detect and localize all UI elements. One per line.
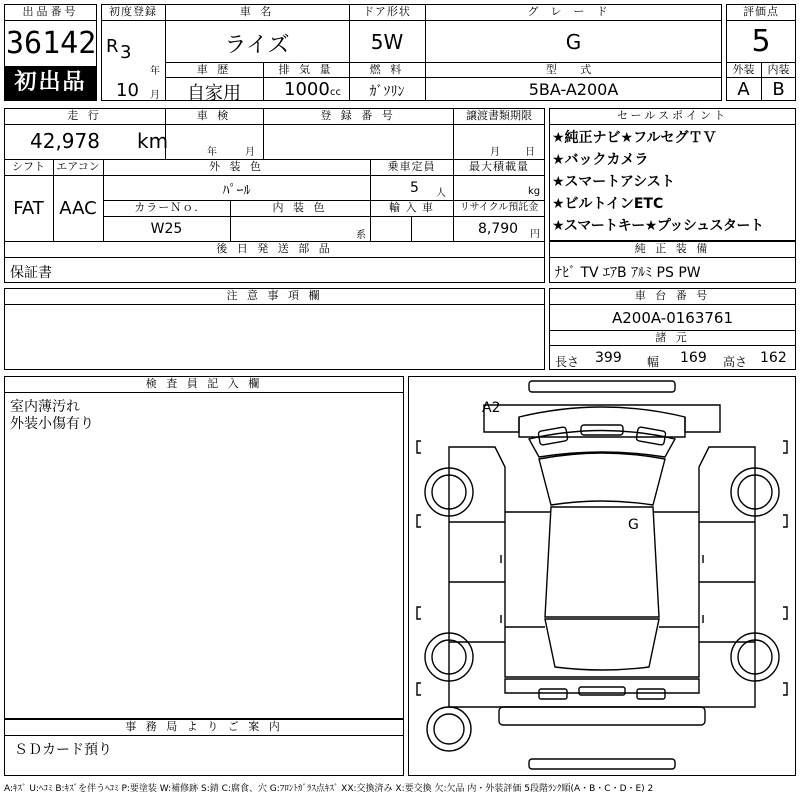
later-parts-label: 後 日 発 送 部 品 bbox=[216, 242, 333, 255]
width: 169 bbox=[680, 350, 707, 366]
lot-number-label: 出品番号 bbox=[22, 5, 79, 18]
fuel-label: 燃 料 bbox=[369, 63, 405, 76]
exterior-color: ﾊﾟｰﾙ bbox=[222, 183, 251, 199]
plate-number-label: 登 録 番 号 bbox=[320, 109, 396, 122]
capacity: 5 bbox=[410, 180, 419, 196]
recycle-deposit: 8,790 bbox=[478, 221, 519, 237]
mileage-label: 走 行 bbox=[67, 109, 102, 122]
length: 399 bbox=[595, 350, 622, 366]
first-listing-badge: 初出品 bbox=[5, 66, 96, 100]
grade-label: グレード bbox=[527, 5, 620, 18]
recycle-deposit-label: リサイクル預託金 bbox=[459, 202, 539, 213]
exterior-color-label: 外 装 色 bbox=[209, 160, 264, 173]
specs-label: 諸 元 bbox=[655, 331, 690, 344]
grade: G bbox=[565, 30, 582, 54]
import-car-label: 輸 入 車 bbox=[389, 201, 434, 214]
registration-year: 3 bbox=[120, 42, 132, 63]
damage-mark-a2: A2 bbox=[482, 400, 501, 416]
sales-point: ★スマートアシスト bbox=[552, 174, 675, 190]
inspection-label: 車 検 bbox=[196, 109, 232, 122]
sales-points-label: セールスポイント bbox=[616, 109, 728, 122]
max-load-unit: kg bbox=[528, 186, 541, 197]
height-label: 高さ bbox=[723, 355, 748, 369]
color-number-label: カラーＮｏ. bbox=[134, 201, 199, 214]
exterior-grade: A bbox=[737, 79, 750, 100]
aircon-label: エアコン bbox=[56, 160, 100, 173]
recycle-unit: 円 bbox=[530, 229, 540, 240]
sales-point: ★純正ナビ★フルセグＴＶ bbox=[552, 130, 717, 146]
legend: A:ｷｽﾞ U:ﾍｺﾐ B:ｷｽﾞを伴うﾍｺﾐ P:要塗装 W:補修跡 S:錆 C:腐食、穴 G:ﾌﾛﾝﾄｶﾞﾗｽ点ｷｽﾞ XX:交換済み X:要交換 欠:欠品 内・外装評価 5段階ﾗﾝｸ順(A・B・C・D・E) 2 bbox=[4, 784, 654, 794]
capacity-label: 乗車定員 bbox=[387, 160, 436, 173]
equipment-label: 純 正 装 備 bbox=[634, 242, 711, 255]
car-name-label: 車 名 bbox=[239, 5, 275, 18]
shift: FAT bbox=[13, 198, 44, 219]
car-history: 自家用 bbox=[187, 83, 241, 104]
equipment: ﾅﾋﾞ TV ｴｱB ｱﾙﾐ PS PW bbox=[555, 265, 701, 281]
score: 5 bbox=[751, 24, 771, 59]
transfer-month-unit: 月 bbox=[490, 147, 500, 158]
inspection-year-unit: 年 bbox=[207, 147, 217, 158]
notes-label: 注 意 事 項 欄 bbox=[226, 289, 323, 302]
mileage: 42,978 bbox=[30, 129, 100, 153]
aircon: AAC bbox=[59, 198, 97, 219]
chassis-number-label: 車 台 番 号 bbox=[634, 289, 711, 302]
office-label: 事 務 局 よ り ご 案 内 bbox=[125, 720, 283, 733]
displacement-label: 排 気 量 bbox=[278, 63, 334, 76]
chassis-number: A200A-0163761 bbox=[611, 309, 734, 327]
interior-label: 内装 bbox=[767, 63, 790, 76]
mileage-unit: km bbox=[137, 129, 169, 153]
transfer-deadline-label: 譲渡書類期限 bbox=[466, 109, 532, 122]
roof bbox=[545, 507, 659, 617]
sales-points-list bbox=[552, 127, 796, 237]
model-code: 5BA-A200A bbox=[528, 80, 619, 99]
registration-month: 10 bbox=[116, 80, 139, 101]
model-code-label: 型 式 bbox=[545, 63, 602, 76]
office-message: ＳＤカード預り bbox=[14, 742, 112, 758]
color-number: W25 bbox=[150, 221, 183, 237]
inspection-month-unit: 月 bbox=[245, 147, 255, 158]
displacement: 1000 bbox=[284, 79, 330, 100]
shift-label: シフト bbox=[12, 160, 45, 173]
max-load-label: 最大積載量 bbox=[469, 160, 529, 173]
capacity-unit: 人 bbox=[436, 188, 446, 199]
transfer-day-unit: 日 bbox=[525, 147, 535, 158]
windshield bbox=[539, 453, 665, 505]
sales-point: ★スマートキー★プッシュスタート bbox=[552, 218, 764, 234]
inspector-note: 外装小傷有り bbox=[10, 416, 94, 432]
fuel: ｶﾞｿﾘﾝ bbox=[369, 84, 405, 100]
width-label: 幅 bbox=[647, 355, 660, 369]
score-label: 評価点 bbox=[743, 5, 779, 18]
inspector-label: 検 査 員 記 入 欄 bbox=[145, 377, 263, 390]
registration-month-unit: 月 bbox=[150, 90, 160, 101]
exterior-label: 外装 bbox=[732, 63, 755, 76]
car-name: ライズ bbox=[224, 33, 290, 58]
interior-color-unit: 系 bbox=[356, 230, 366, 241]
registration-era: R bbox=[106, 36, 119, 57]
door-type: 5W bbox=[370, 30, 404, 54]
first-registration-label: 初度登録 bbox=[109, 5, 157, 18]
registration-year-unit: 年 bbox=[150, 66, 160, 77]
door-type-label: ドア形状 bbox=[363, 5, 411, 18]
length-label: 長さ bbox=[555, 355, 580, 369]
car-diagram bbox=[409, 377, 795, 775]
front-bumper bbox=[529, 381, 675, 392]
interior-grade: B bbox=[772, 79, 785, 100]
height: 162 bbox=[760, 350, 787, 366]
inspector-note: 室内薄汚れ bbox=[10, 399, 80, 415]
interior-color-label: 内 装 色 bbox=[272, 201, 328, 214]
damage-mark-g: G bbox=[628, 517, 639, 533]
rear-window bbox=[545, 619, 659, 670]
car-history-label: 車 歴 bbox=[196, 63, 232, 76]
sales-point: ★ビルトインETC bbox=[552, 196, 664, 212]
displacement-unit: cc bbox=[330, 87, 341, 98]
rear-bumper bbox=[499, 707, 705, 725]
lot-number: 36142 bbox=[6, 26, 97, 61]
body-outline bbox=[449, 447, 755, 707]
sales-point: ★バックカメラ bbox=[552, 152, 649, 168]
later-parts: 保証書 bbox=[10, 265, 52, 281]
